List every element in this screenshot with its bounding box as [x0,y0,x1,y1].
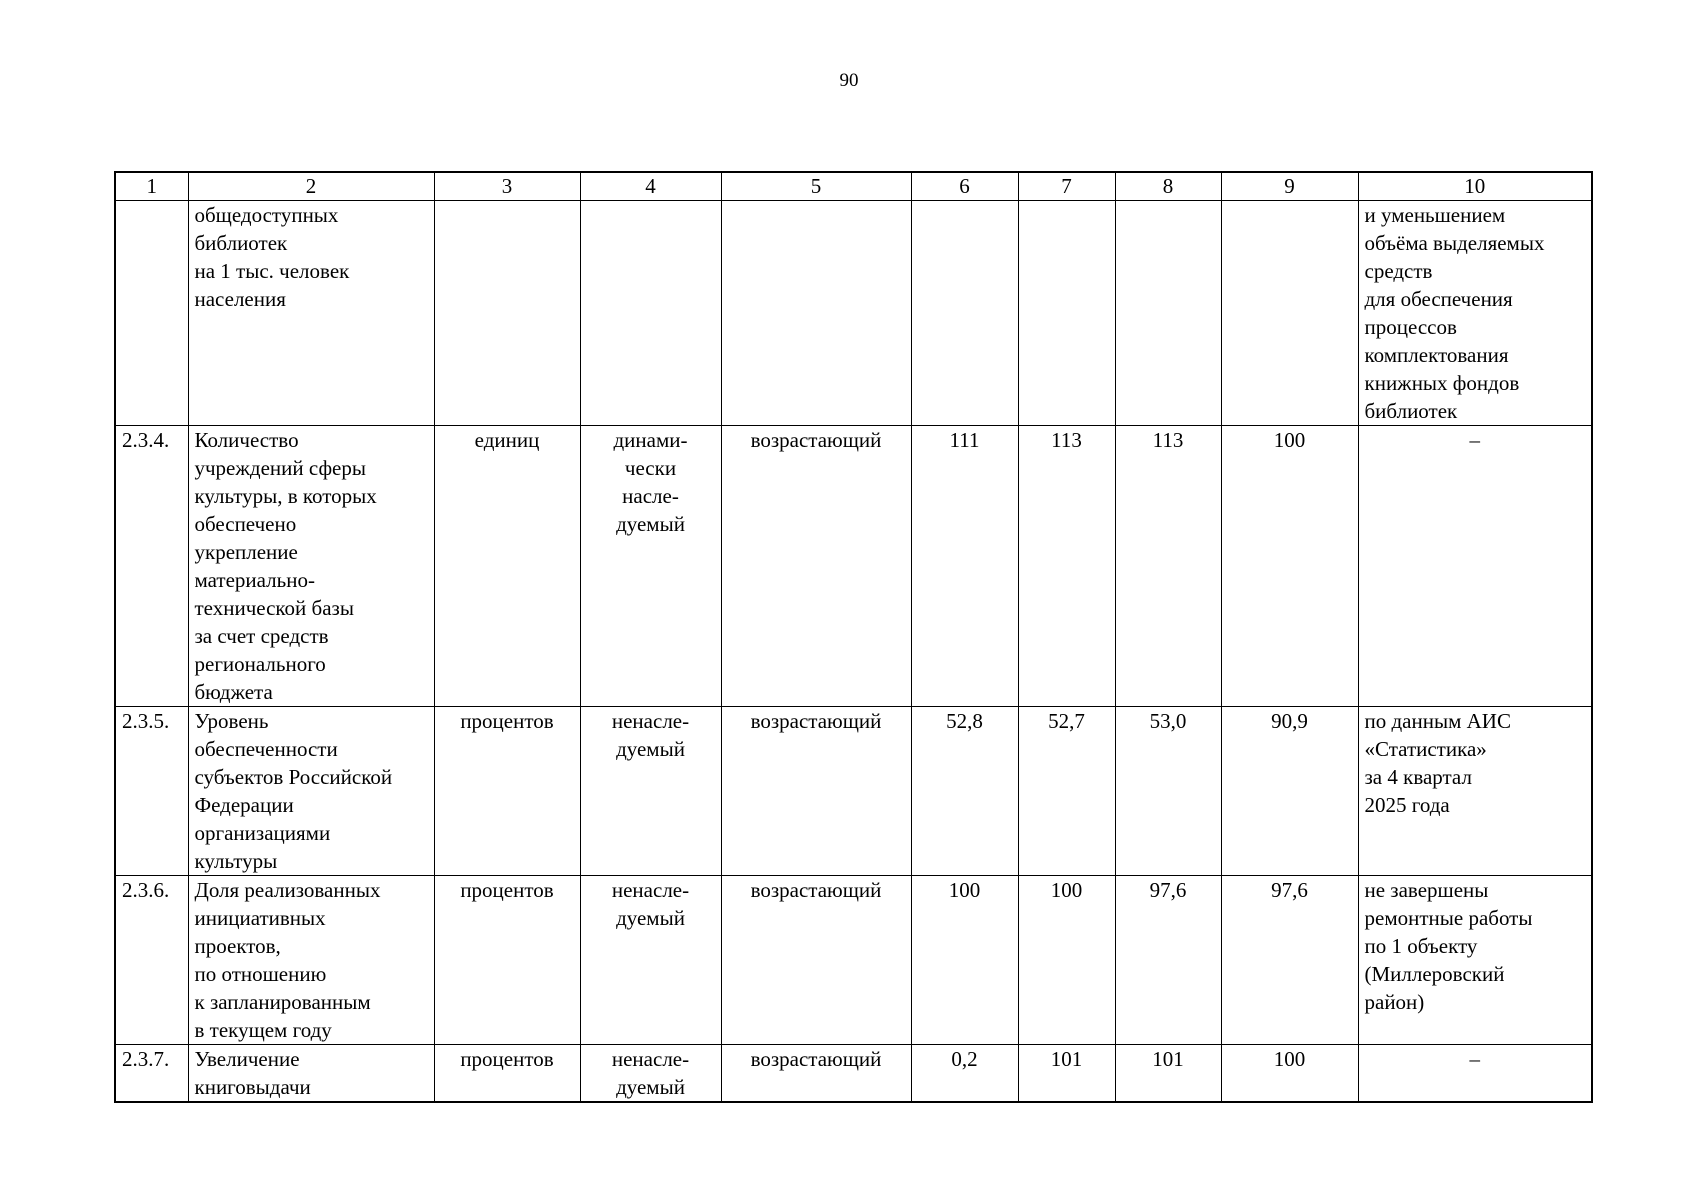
indicator-type-cell-line: дуемый [616,1075,685,1099]
unit-cell: процентов [434,1045,580,1103]
indicator-name-cell-line: культуры [194,849,278,873]
column-number: 5 [721,172,911,201]
value-cell-8: 113 [1115,426,1221,707]
indicator-name-cell-line: библиотек [194,231,288,255]
indicator-name-cell-line: Федерации [194,793,294,817]
indicator-type-cell-line: ненасле- [611,709,690,733]
indicator-type-cell [580,1045,721,1103]
indicator-name-cell-line: к запланированным [194,990,371,1014]
indicator-name-cell-line: Уровень [194,709,269,733]
indicator-type-cell [580,201,721,426]
value-cell-8: 97,6 [1115,876,1221,1045]
note-cell-line: комплектования [1364,343,1509,367]
table-row [115,426,1592,707]
value-cell-8 [1115,201,1221,426]
indicator-name-cell-line: субъектов Российской [194,765,393,789]
direction-cell [721,201,911,426]
table-row [115,1045,1592,1103]
value-cell-9: 90,9 [1221,707,1358,876]
unit-cell: процентов [434,876,580,1045]
indicator-name-cell-line: Доля реализованных [194,878,381,902]
column-number: 1 [115,172,188,201]
column-number: 7 [1018,172,1115,201]
indicator-name-cell-line: организациями [194,821,331,845]
note-cell [1358,1045,1592,1103]
note-cell-line: объёма выделяемых [1364,231,1545,255]
value-cell-6: 52,8 [911,707,1018,876]
note-cell-line: «Статистика» [1364,737,1487,761]
indicator-type-cell-line: дуемый [616,906,685,930]
indicator-name-cell [188,426,434,707]
note-cell-line: и уменьшением [1364,203,1506,227]
indicator-name-cell-line: инициативных [194,906,326,930]
indicator-name-cell-line: обеспеченности [194,737,338,761]
value-cell-7: 100 [1018,876,1115,1045]
value-cell-9 [1221,201,1358,426]
note-cell-line: – [1469,1047,1480,1071]
note-cell-line: за 4 квартал [1364,765,1472,789]
note-cell-line: район) [1364,990,1425,1014]
indicator-type-cell [580,876,721,1045]
table-row [115,876,1592,1045]
note-cell [1358,876,1592,1045]
row-number-cell: 2.3.5. [115,707,188,876]
note-cell-line: по 1 объекту [1364,934,1478,958]
column-number: 6 [911,172,1018,201]
value-cell-6: 0,2 [911,1045,1018,1103]
indicator-name-cell-line: регионального [194,652,326,676]
value-cell-7 [1018,201,1115,426]
column-number: 2 [188,172,434,201]
indicator-name-cell-line: учреждений сферы [194,456,366,480]
indicator-table [114,171,1593,1103]
indicator-type-cell-line: ненасле- [611,878,690,902]
column-number: 9 [1221,172,1358,201]
note-cell-line: по данным АИС [1364,709,1511,733]
value-cell-9: 97,6 [1221,876,1358,1045]
table-row [115,201,1592,426]
note-cell-line: библиотек [1364,399,1458,423]
indicator-type-cell-line: дуемый [616,512,685,536]
row-number-cell: 2.3.6. [115,876,188,1045]
indicator-type-cell-line: насле- [622,484,679,508]
value-cell-7: 113 [1018,426,1115,707]
page-number: 90 [839,70,859,91]
unit-cell: процентов [434,707,580,876]
row-number-cell: 2.3.7. [115,1045,188,1103]
column-number: 4 [580,172,721,201]
indicator-name-cell-line: укрепление [194,540,298,564]
indicator-name-cell-line: за счет средств [194,624,329,648]
value-cell-6: 111 [911,426,1018,707]
table-row [115,707,1592,876]
indicator-name-cell-line: общедоступных [194,203,339,227]
note-cell-line: для обеспечения [1364,287,1513,311]
indicator-type-cell-line: дуемый [616,737,685,761]
indicator-name-cell [188,1045,434,1103]
indicator-name-cell-line: культуры, в которых [194,484,377,508]
column-number: 8 [1115,172,1221,201]
value-cell-6: 100 [911,876,1018,1045]
indicator-name-cell [188,707,434,876]
column-number: 10 [1358,172,1592,201]
indicator-name-cell [188,876,434,1045]
indicator-name-cell-line: книговыдачи [194,1075,311,1099]
direction-cell: возрастающий [721,707,911,876]
indicator-name-cell-line: по отношению [194,962,327,986]
note-cell [1358,426,1592,707]
column-number-row [115,172,1592,201]
indicator-type-cell [580,426,721,707]
direction-cell: возрастающий [721,876,911,1045]
note-cell-line: (Миллеровский [1364,962,1505,986]
indicator-name-cell-line: проектов, [194,934,281,958]
note-cell-line: ремонтные работы [1364,906,1533,930]
value-cell-9: 100 [1221,426,1358,707]
row-number-cell [115,201,188,426]
indicator-type-cell-line: чески [624,456,677,480]
note-cell-line: средств [1364,259,1433,283]
indicator-name-cell-line: технической базы [194,596,354,620]
note-cell-line: процессов [1364,315,1457,339]
column-number: 3 [434,172,580,201]
note-cell-line: – [1469,428,1480,452]
indicator-type-cell [580,707,721,876]
indicator-name-cell-line: бюджета [194,680,273,704]
indicator-name-cell [188,201,434,426]
direction-cell: возрастающий [721,1045,911,1103]
note-cell [1358,201,1592,426]
row-number-cell: 2.3.4. [115,426,188,707]
note-cell-line: 2025 года [1364,793,1450,817]
indicator-name-cell-line: на 1 тыс. человек [194,259,350,283]
indicator-name-cell-line: в текущем году [194,1018,332,1042]
value-cell-7: 101 [1018,1045,1115,1103]
indicator-name-cell-line: Количество [194,428,299,452]
indicator-name-cell-line: населения [194,287,286,311]
value-cell-8: 101 [1115,1045,1221,1103]
note-cell-line: не завершены [1364,878,1489,902]
value-cell-6 [911,201,1018,426]
value-cell-9: 100 [1221,1045,1358,1103]
indicator-type-cell-line: динами- [613,428,688,452]
value-cell-8: 53,0 [1115,707,1221,876]
value-cell-7: 52,7 [1018,707,1115,876]
indicator-type-cell-line: ненасле- [611,1047,690,1071]
unit-cell [434,201,580,426]
note-cell [1358,707,1592,876]
indicator-name-cell-line: материально- [194,568,315,592]
direction-cell: возрастающий [721,426,911,707]
indicator-name-cell-line: обеспечено [194,512,297,536]
note-cell-line: книжных фондов [1364,371,1520,395]
indicator-name-cell-line: Увеличение [194,1047,300,1071]
unit-cell: единиц [434,426,580,707]
